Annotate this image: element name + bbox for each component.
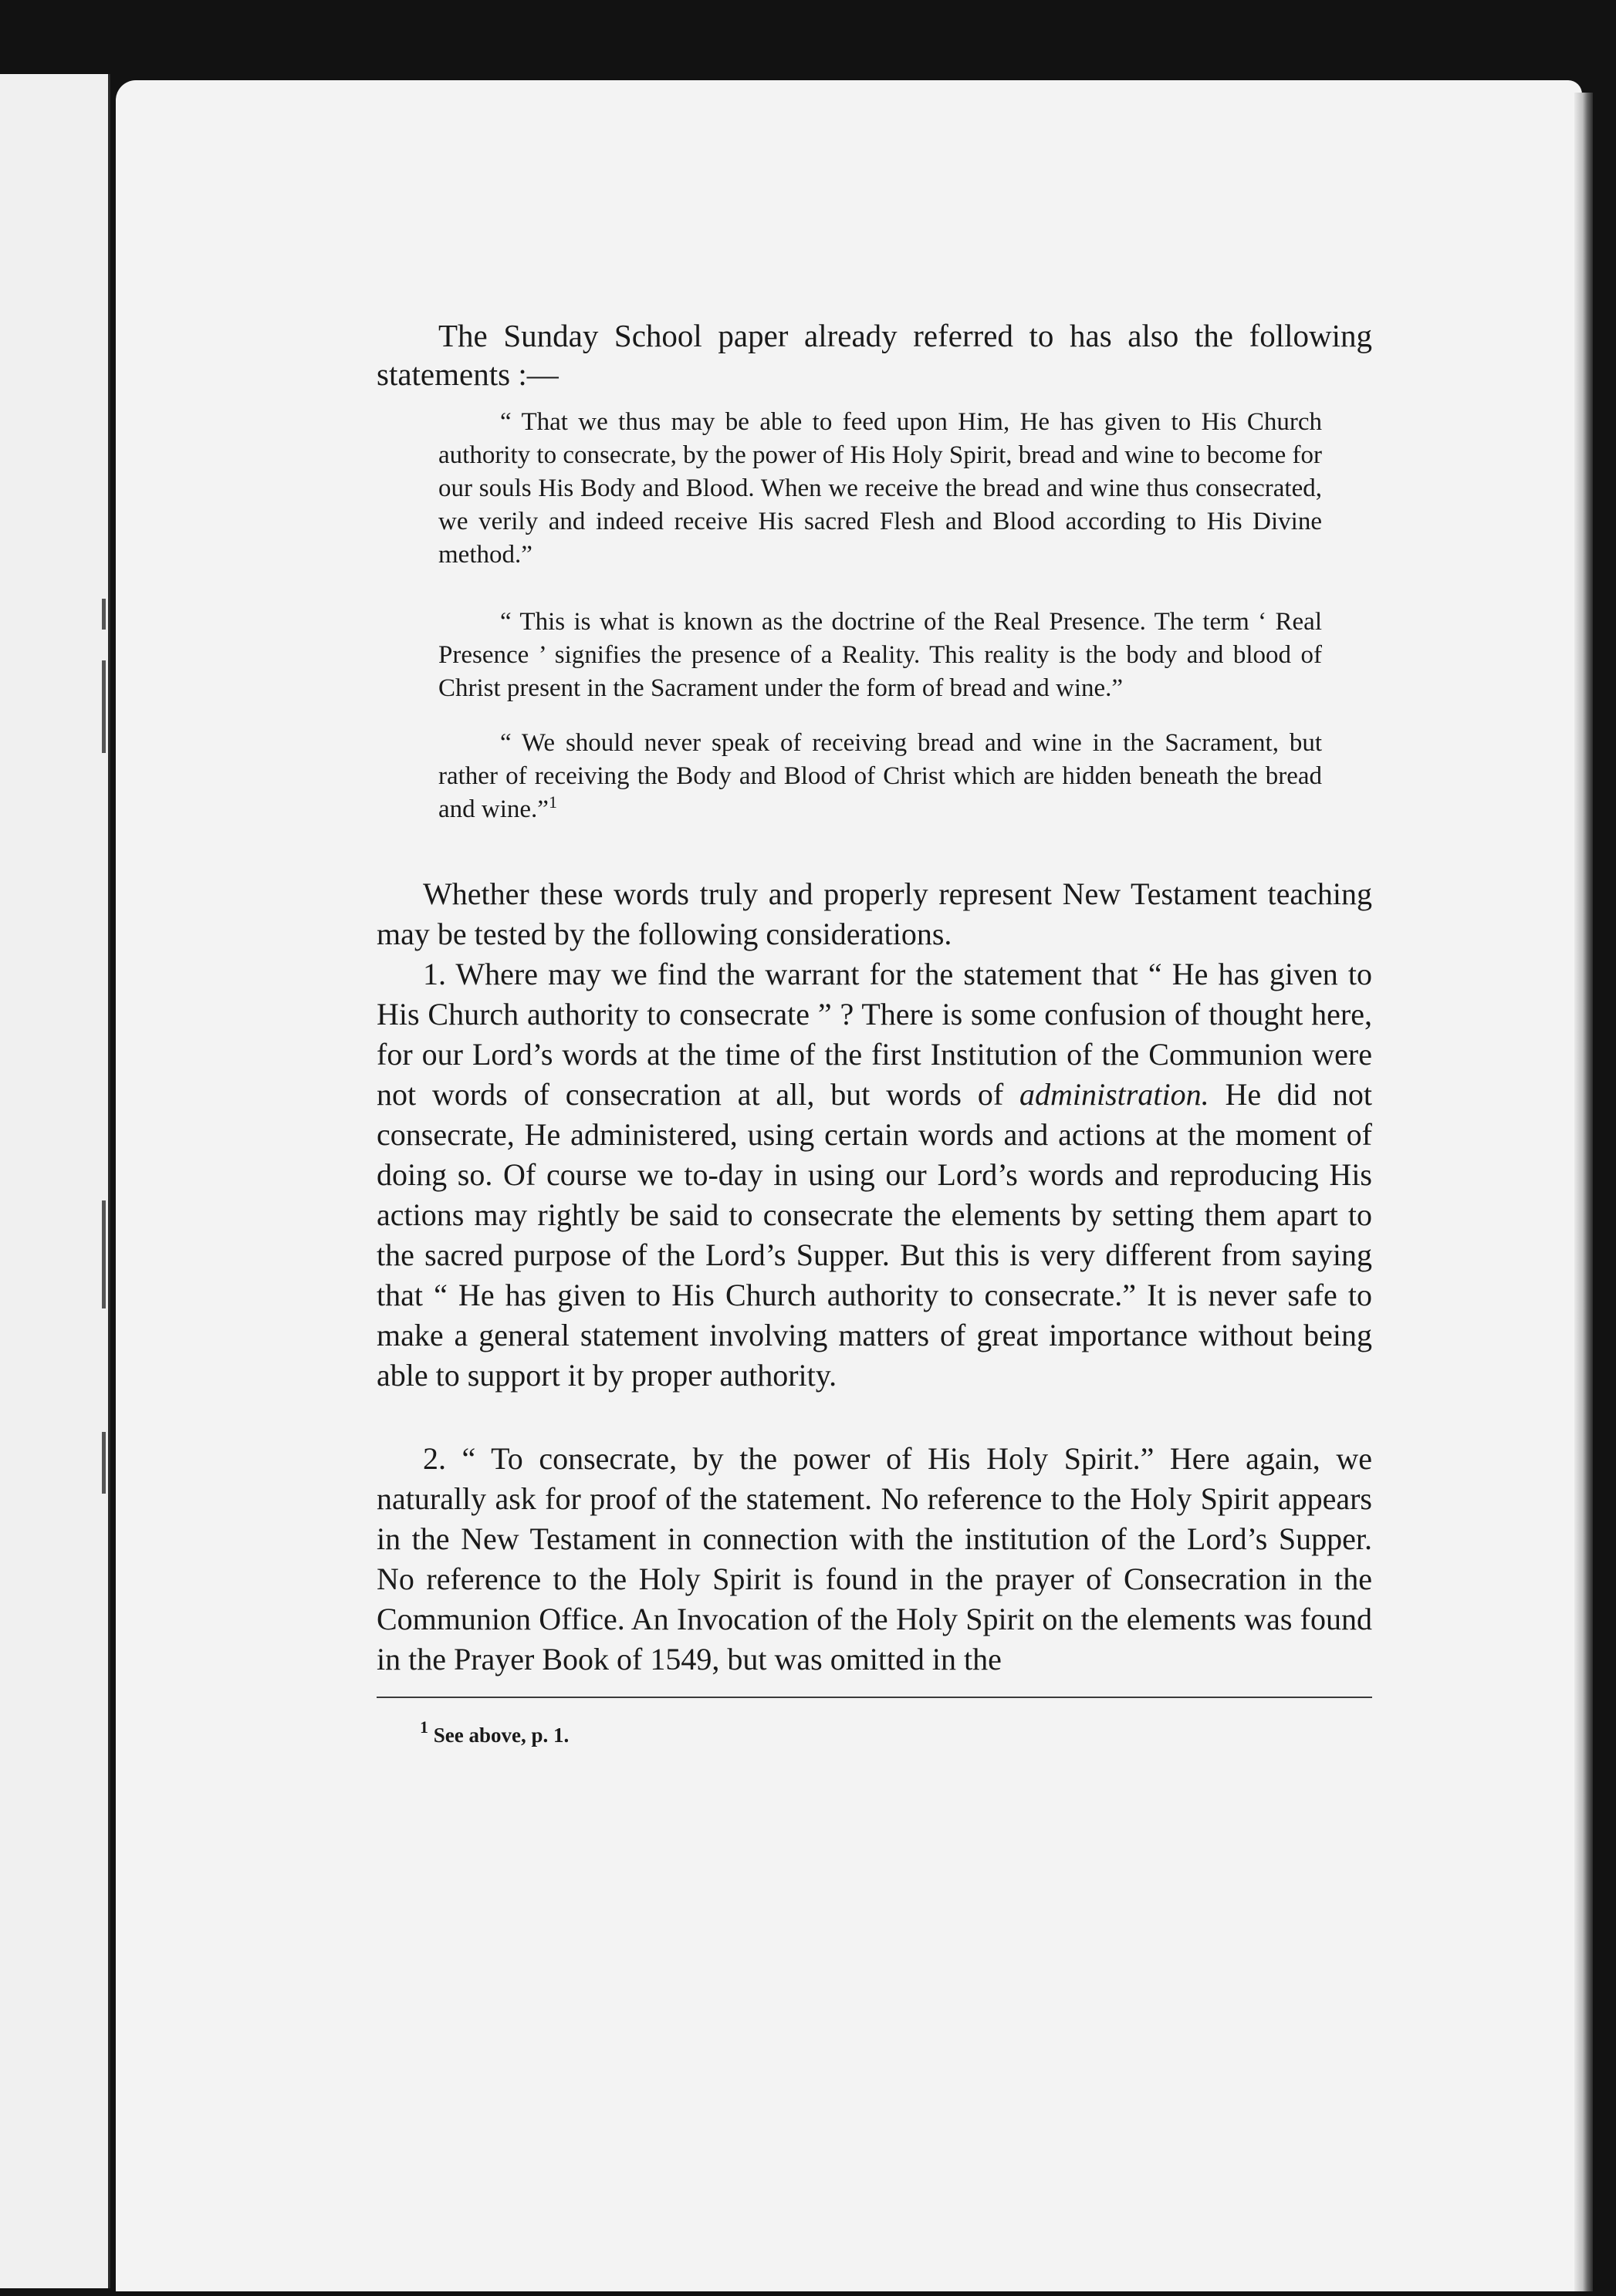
footnote-rule <box>377 1697 1372 1698</box>
quotation-1: “ That we thus may be able to feed upon Him, He has given to His Church authority to consecrate, by the power of His Holy Spirit, bread and wine to become for our souls His Body and Blood. When we receive the bread and wine thus consecrated, we verily and indeed receive His sacred Flesh and Blood according to His Divine method.” <box>438 408 1322 569</box>
footnote-text: See above, p. 1. <box>433 1724 570 1747</box>
margin-mark <box>102 1432 106 1494</box>
page-edge-shadow <box>1574 93 1593 2291</box>
quotation-3-text: “ We should never speak of receiving bread and wine in the Sacrament, but rather of receiving the Body and Blood of Christ which are hidden beneath the bread and wine.” <box>438 729 1322 823</box>
paragraph-point-2: 2. “ To consecrate, by the power of His Holy Spirit.” Here again, we naturally ask for proof of the statement. No reference to the Holy Spirit appears in the New Testament in connection with the institution of the Lord’s Supper. No reference to the Holy Spirit is found in the prayer of Consecration in the Communion Office. An Invocation of the Holy Spirit on the elements was found in the Prayer Book of 1549, but was omitted in the <box>377 1441 1372 1676</box>
margin-mark <box>102 599 106 630</box>
point-1-text-start: 1. Where may we find the warrant for the statement that “ He has given to His Church authority to consecrate ” ? There is some confusion of thought here, for our Lord’s words at the time of the first Institution of the Communion were not words of consecration at all, but words of <box>377 957 1372 1112</box>
point-1-text-end: He did not consecrate, He administered, using certain words and actions at the moment of doing so. Of course we to-day in using our Lord’s words and reproducing His actions may rightly be said to consecrate the elements by setting them apart to the sacred purpose of the Lord’s Supper. But this is very different from saying that “ He has given to His Church authority to consecrate.” It is never safe to make a general statement involving matters of great importance without being able to support it by proper authority. <box>377 1077 1372 1393</box>
margin-mark <box>102 660 106 753</box>
italic-administration: administration. <box>1019 1077 1209 1112</box>
left-page-edge <box>0 74 110 2288</box>
paragraph-point-1 <box>377 954 1372 1396</box>
quotation-2: “ This is what is known as the doctrine of the Real Presence. The term ‘ Real Presence ’ signifies the presence of a Reality. This reality is the body and blood of Christ present in the Sacrament under the form of bread and wine.” <box>438 608 1322 702</box>
footnote <box>420 1717 1372 1749</box>
footnote-reference: 1 <box>548 792 557 812</box>
page-text <box>377 316 1372 1749</box>
intro-paragraph: The Sunday School paper already referred to has also the following statements :— <box>377 318 1372 392</box>
paragraph-whether: Whether these words truly and properly represent New Testament teaching may be tested by the following considerations. <box>377 876 1372 951</box>
margin-mark <box>102 1200 106 1308</box>
quotation-3 <box>438 727 1322 826</box>
footnote-marker: 1 <box>420 1717 428 1737</box>
